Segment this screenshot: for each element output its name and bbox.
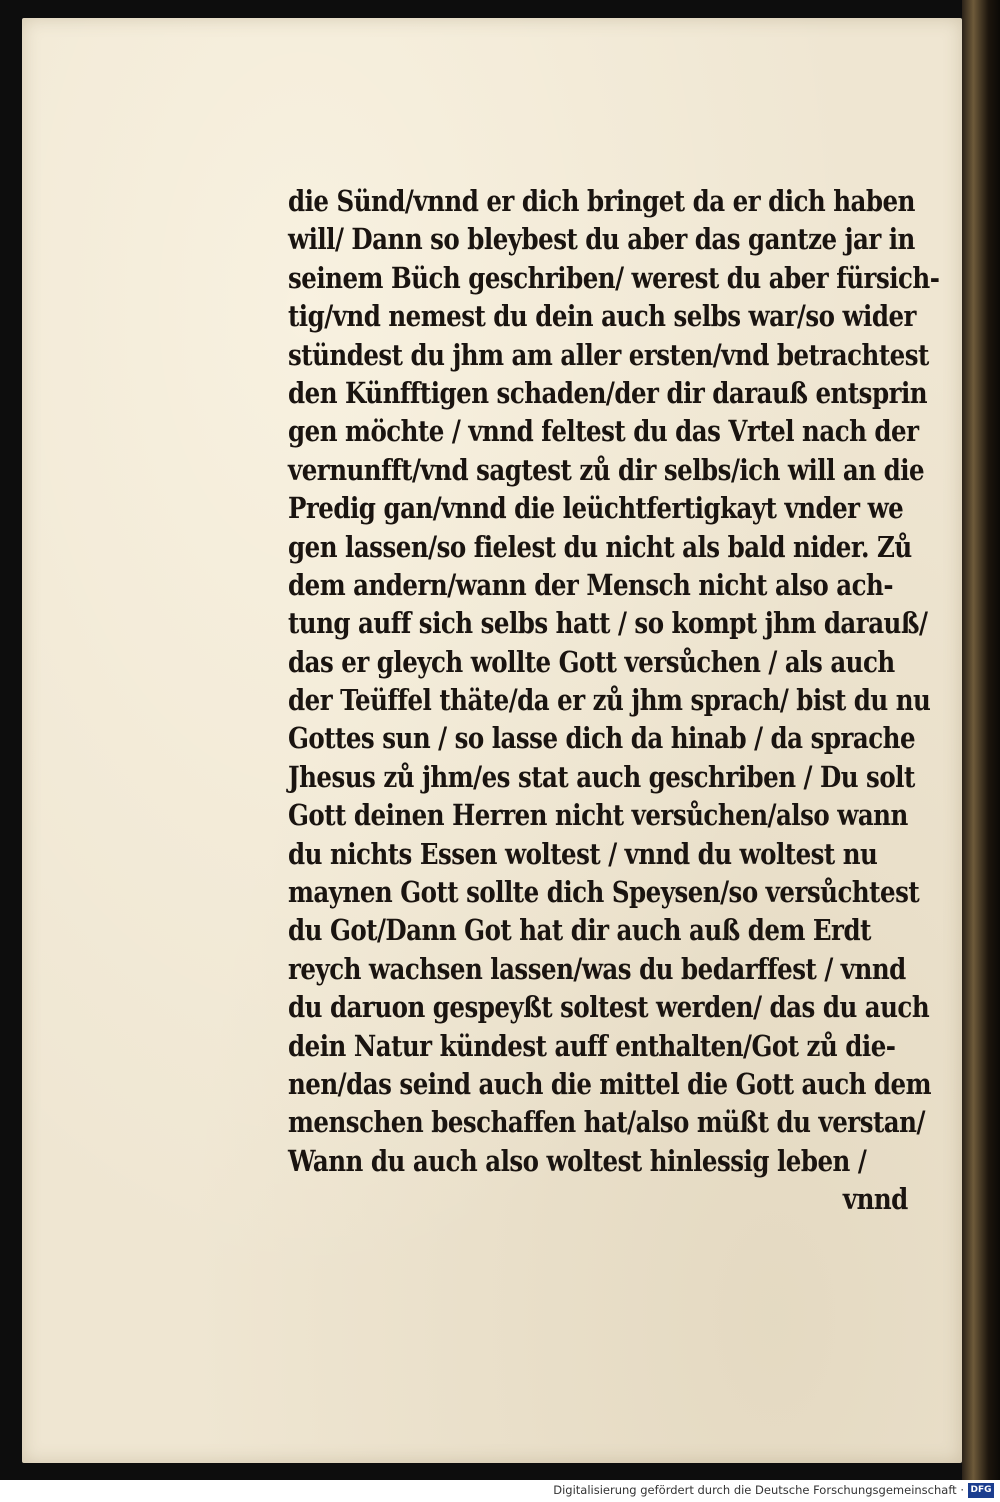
text-line: dem andern/wann der Mensch nicht also ach- xyxy=(288,567,894,602)
digitization-footer xyxy=(0,1480,1000,1502)
catchword: vnnd xyxy=(842,1182,908,1217)
text-line: menschen beschaffen hat/also müßt du verstan/ xyxy=(288,1105,925,1140)
text-line: reych wachsen lassen/was du bedarffest / vnnd xyxy=(288,951,906,986)
text-line: du Got/Dann Got hat dir auch auß dem Erdt xyxy=(288,913,871,948)
text-line: Gottes sun / so lasse dich da hinab / da sprache xyxy=(288,721,916,756)
text-line: nen/das seind auch die mittel die Gott auch dem xyxy=(288,1066,932,1101)
text-line: Predig gan/vnnd die leüchtfertigkayt vnder we xyxy=(288,491,904,526)
text-line: seinem Büch geschriben/ werest du aber fürsich- xyxy=(288,260,940,295)
text-line: Jhesus zů jhm/es stat auch geschriben / Du solt xyxy=(288,759,915,794)
dfg-logo-icon: DFG xyxy=(968,1483,994,1498)
text-line: du nichts Essen woltest / vnnd du woltest nu xyxy=(288,836,878,871)
text-line: den Künfftigen schaden/der dir darauß entsprin xyxy=(288,375,928,410)
text-line: gen möchte / vnnd feltest du das Vrtel nach der xyxy=(288,414,919,449)
text-line: vernunfft/vnd sagtest zů dir selbs/ich will an die xyxy=(288,452,925,487)
text-line: dein Natur kündest auff enthalten/Got zů die- xyxy=(288,1028,896,1063)
text-line: Gott deinen Herren nicht versůchen/also wann xyxy=(288,798,908,833)
text-line: will/ Dann so bleybest du aber das gantze jar in xyxy=(288,222,915,257)
page-text-block xyxy=(288,182,968,1219)
text-line: der Teüffel thäte/da er zů jhm sprach/ bist du nu xyxy=(288,683,931,718)
text-line: stündest du jhm am aller ersten/vnd betrachtest xyxy=(288,337,929,372)
text-line: tig/vnd nemest du dein auch selbs war/so wider xyxy=(288,299,916,334)
text-line: tung auff sich selbs hatt / so kompt jhm darauß/ xyxy=(288,606,928,641)
text-line: du daruon gespeyßt soltest werden/ das du auch xyxy=(288,990,930,1025)
text-line: gen lassen/so fielest du nicht als bald nider. Zů xyxy=(288,529,912,564)
text-line: Wann du auch also woltest hinlessig leben / xyxy=(288,1143,867,1178)
text-line: die Sünd/vnnd er dich bringet da er dich haben xyxy=(288,184,915,218)
text-line: das er gleych wollte Gott versůchen / als auch xyxy=(288,644,895,679)
text-line: maynen Gott sollte dich Speysen/so versůchtest xyxy=(288,875,920,910)
footer-credit: Digitalisierung gefördert durch die Deutsche Forschungsgemeinschaft · xyxy=(553,1483,964,1497)
